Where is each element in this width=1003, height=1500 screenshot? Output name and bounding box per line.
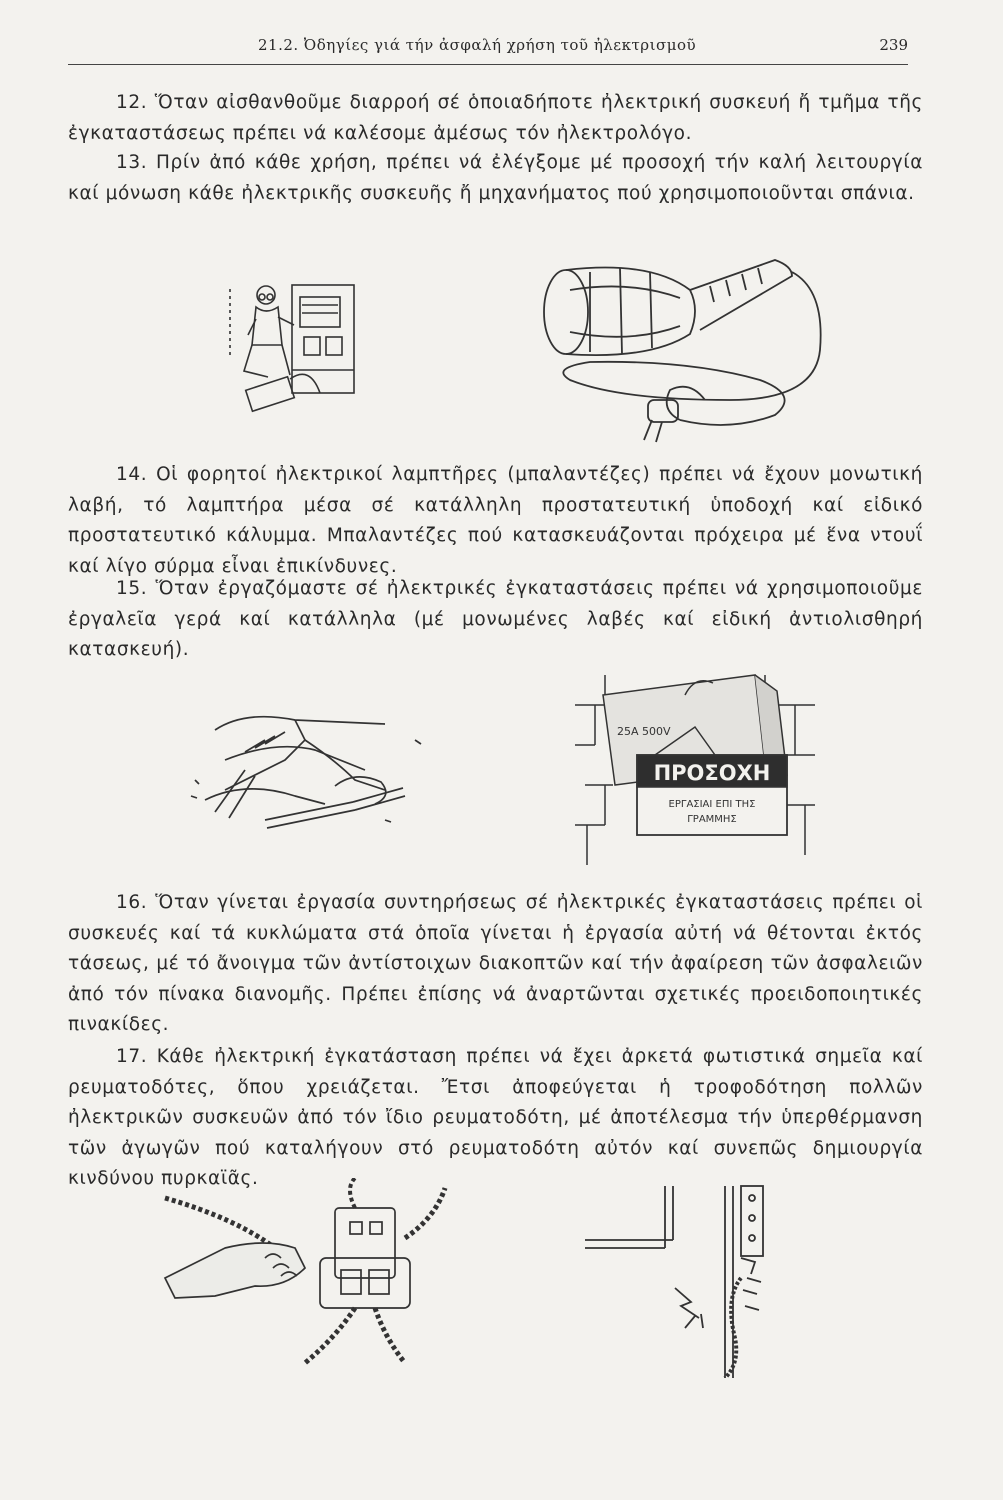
box-rating-label: 25A 500V <box>617 725 671 738</box>
paragraph-13 <box>68 148 923 209</box>
sign-title: ΠΡΟΣΟΧΗ <box>653 761 771 785</box>
illustration-man-inspecting-appliance <box>220 275 380 415</box>
paragraph-14 <box>68 460 923 582</box>
paragraph-text: Οἱ φορητοί ἠλεκτρικοί λαμπτῆρες (μπαλαντέζες) πρέπει νά ἔχουν μονωτική λαβή, τό λαμπτήρα μέσα σέ κατάλληλη προστατευτική ὑποδοχή καί εἰδικό προστατευτικό κάλυμμα. Μπαλαντέζες πού κατασκευάζονται πρόχειρα μέ ἕνα ντουΐ καί λίγο σύρμα εἶναι ἐπικίνδυνες. <box>68 464 923 577</box>
page-header <box>68 30 908 65</box>
section-title: 21.2. Ὀδηγίες γιά τήν ἀσφαλή χρήση τοῦ ἠλεκτρισμοῦ <box>258 36 697 54</box>
sign-line2: ΓΡΑΜΜΗΣ <box>687 814 737 825</box>
paragraph-text: Κάθε ἠλεκτρική ἐγκατάσταση πρέπει νά ἔχει ἀρκετά φωτιστικά σημεῖα καί ρευματοδότες, ὅπου χρειάζεται. Ἔτσι ἀποφεύγεται ἡ τροφοδότηση πολλῶν ἠλεκτρικῶν συσκευῶν ἀπό τόν ἴδιο ρευματοδότη, μέ ἀποτέλεσμα τήν ὑπερθέρμανση τῶν ἀγωγῶν πού καταλήγουν στό ρευματοδότη αὐτόν καί συνεπῶς δημιουργία κινδύνου πυρκαϊᾶς. <box>68 1046 923 1189</box>
paragraph-16 <box>68 888 923 1041</box>
paragraph-number: 13. <box>116 152 148 173</box>
paragraph-15 <box>68 574 923 666</box>
page-number: 239 <box>879 36 908 54</box>
paragraph-number: 17. <box>116 1046 148 1067</box>
illustration-overloaded-outlet <box>155 1178 455 1368</box>
illustration-warning-sign <box>565 665 825 870</box>
paragraph-12 <box>68 88 923 149</box>
paragraph-number: 12. <box>116 92 148 113</box>
paragraph-text: Ὅταν ἐργαζόμαστε σέ ἠλεκτρικές ἐγκαταστάσεις πρέπει νά χρησιμοποιοῦμε ἐργαλεῖα γερά καί κατάλληλα (μέ μονωμένες λαβές καί εἰδική ἀντιολισθηρή κατασκευή). <box>68 578 923 660</box>
paragraph-number: 16. <box>116 892 148 913</box>
illustration-portable-lamp <box>530 250 830 450</box>
paragraph-text: Ὅταν αἰσθανθοῦμε διαρροή σέ ὁποιαδήποτε ἠλεκτρική συσκευή ἤ τμῆμα τῆς ἐγκαταστάσεως πρέπει νά καλέσομε ἀμέσως τόν ἠλεκτρολόγο. <box>68 92 923 144</box>
paragraph-number: 14. <box>116 464 148 485</box>
paragraph-number: 15. <box>116 578 148 599</box>
paragraph-text: Πρίν ἀπό κάθε χρήση, πρέπει νά ἐλέγξομε μέ προσοχή τήν καλή λειτουργία καί μόνωση κάθε ἠλεκτρικῆς συσκευῆς ἤ μηχανήματος πού χρησιμοποιοῦνται σπάνια. <box>68 152 923 204</box>
paragraph-text: Ὅταν γίνεται ἐργασία συντηρήσεως σέ ἠλεκτρικές ἐγκαταστάσεις πρέπει οἱ συσκευές καί τά κυκλώματα στά ὁποῖα γίνεται ἡ ἐργασία αὐτή νά θέτονται ἐκτός τάσεως, μέ τό ἄνοιγμα τῶν ἀντίστοιχων διακοπτῶν καί τήν ἀφαίρεση τῶν ἀσφαλειῶν ἀπό τόν πίνακα διανομῆς. Πρέπει ἐπίσης νά ἀναρτῶνται σχετικές προειδοποιητικές πινακίδες. <box>68 892 923 1035</box>
illustration-cord-through-door <box>575 1178 795 1378</box>
illustration-insulated-tools <box>185 700 445 840</box>
paragraph-17 <box>68 1042 923 1195</box>
sign-line1: ΕΡΓΑΣΙΑΙ ΕΠΙ ΤΗΣ <box>668 799 756 810</box>
